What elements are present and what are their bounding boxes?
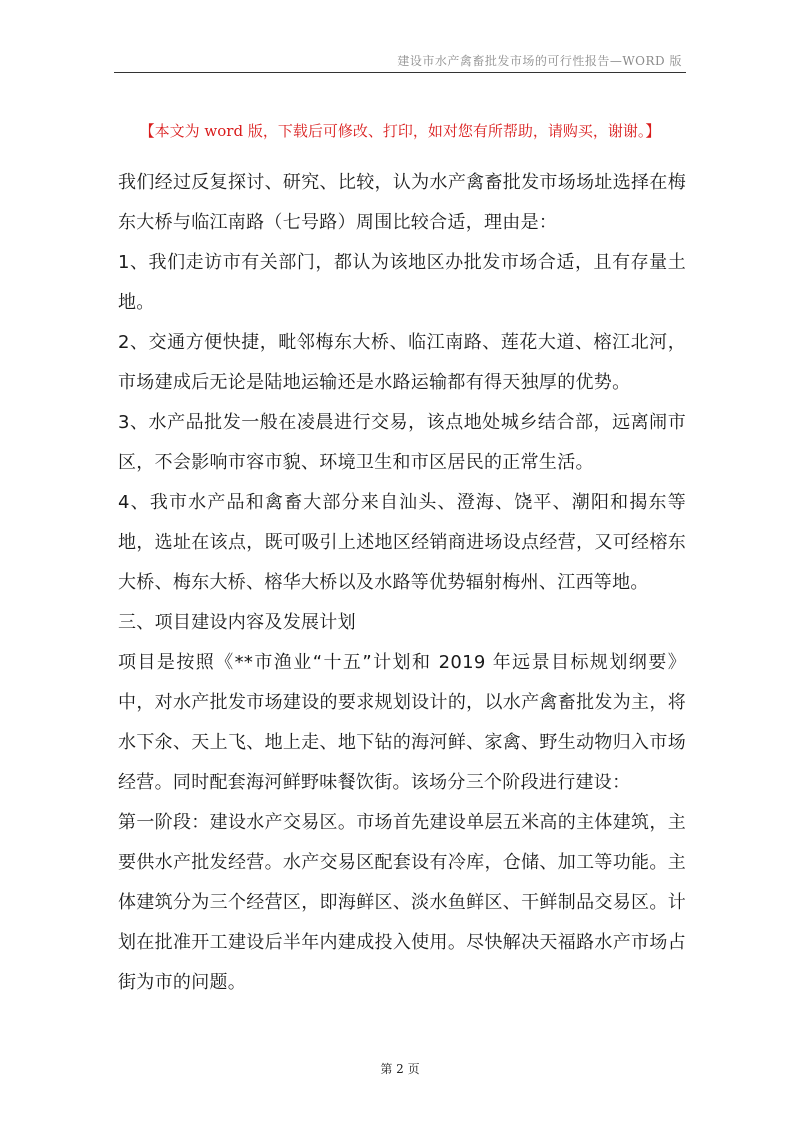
paragraph-site-selection: 我们经过反复探讨、研究、比较，认为水产禽畜批发市场场址选择在梅东大桥与临江南路（七号路）周围比较合适，理由是： — [118, 172, 686, 233]
paragraph-reason-4: 4、我市水产品和禽畜大部分来自汕头、澄海、饶平、潮阳和揭东等地，选址在该点，既可吸引上述地区经销商进场设点经营，又可经榕东大桥、梅东大桥、榕华大桥以及水路等优势辐射梅州、江西等地。 — [118, 492, 686, 593]
page-number: 第 2 页 — [380, 1062, 420, 1076]
paragraph-reason-2: 2、交通方便快捷，毗邻梅东大桥、临江南路、莲花大道、榕江北河，市场建成后无论是陆地运输还是水路运输都有得天独厚的优势。 — [118, 332, 686, 393]
purchase-notice: 【本文为 word 版，下载后可修改、打印，如对您有所帮助，请购买，谢谢。】 — [139, 122, 661, 140]
paragraph-reason-1: 1、我们走访市有关部门，都认为该地区办批发市场合适，且有存量土地。 — [118, 252, 686, 313]
running-header: 建设市水产禽畜批发市场的可行性报告—WORD 版 — [397, 54, 682, 68]
paragraph-reason-3: 3、水产品批发一般在凌晨进行交易，该点地处城乡结合部，远离闹市区，不会影响市容市貌、环境卫生和市区居民的正常生活。 — [118, 412, 686, 473]
paragraph-phase-1: 第一阶段：建设水产交易区。市场首先建设单层五米高的主体建筑，主要供水产批发经营。水产交易区配套设有冷库，仓储、加工等功能。主体建筑分为三个经营区，即海鲜区、淡水鱼鲜区、干鲜制品交易区。计划在批准开工建设后半年内建成投入使用。尽快解决天福路水产市场占街为市的问题。 — [118, 812, 686, 993]
header-divider — [114, 72, 686, 73]
paragraph-project-plan: 项目是按照《**市渔业“十五”计划和 2019 年远景目标规划纲要》中，对水产批发市场建设的要求规划设计的，以水产禽畜批发为主，将水下氽、天上飞、地上走、地下钻的海河鲜、家禽、野生动物归入市场经营。同时配套海河鲜野味餐饮街。该场分三个阶段进行建设： — [118, 652, 686, 793]
document-body — [118, 163, 686, 1003]
section-heading: 三、项目建设内容及发展计划 — [118, 612, 356, 633]
